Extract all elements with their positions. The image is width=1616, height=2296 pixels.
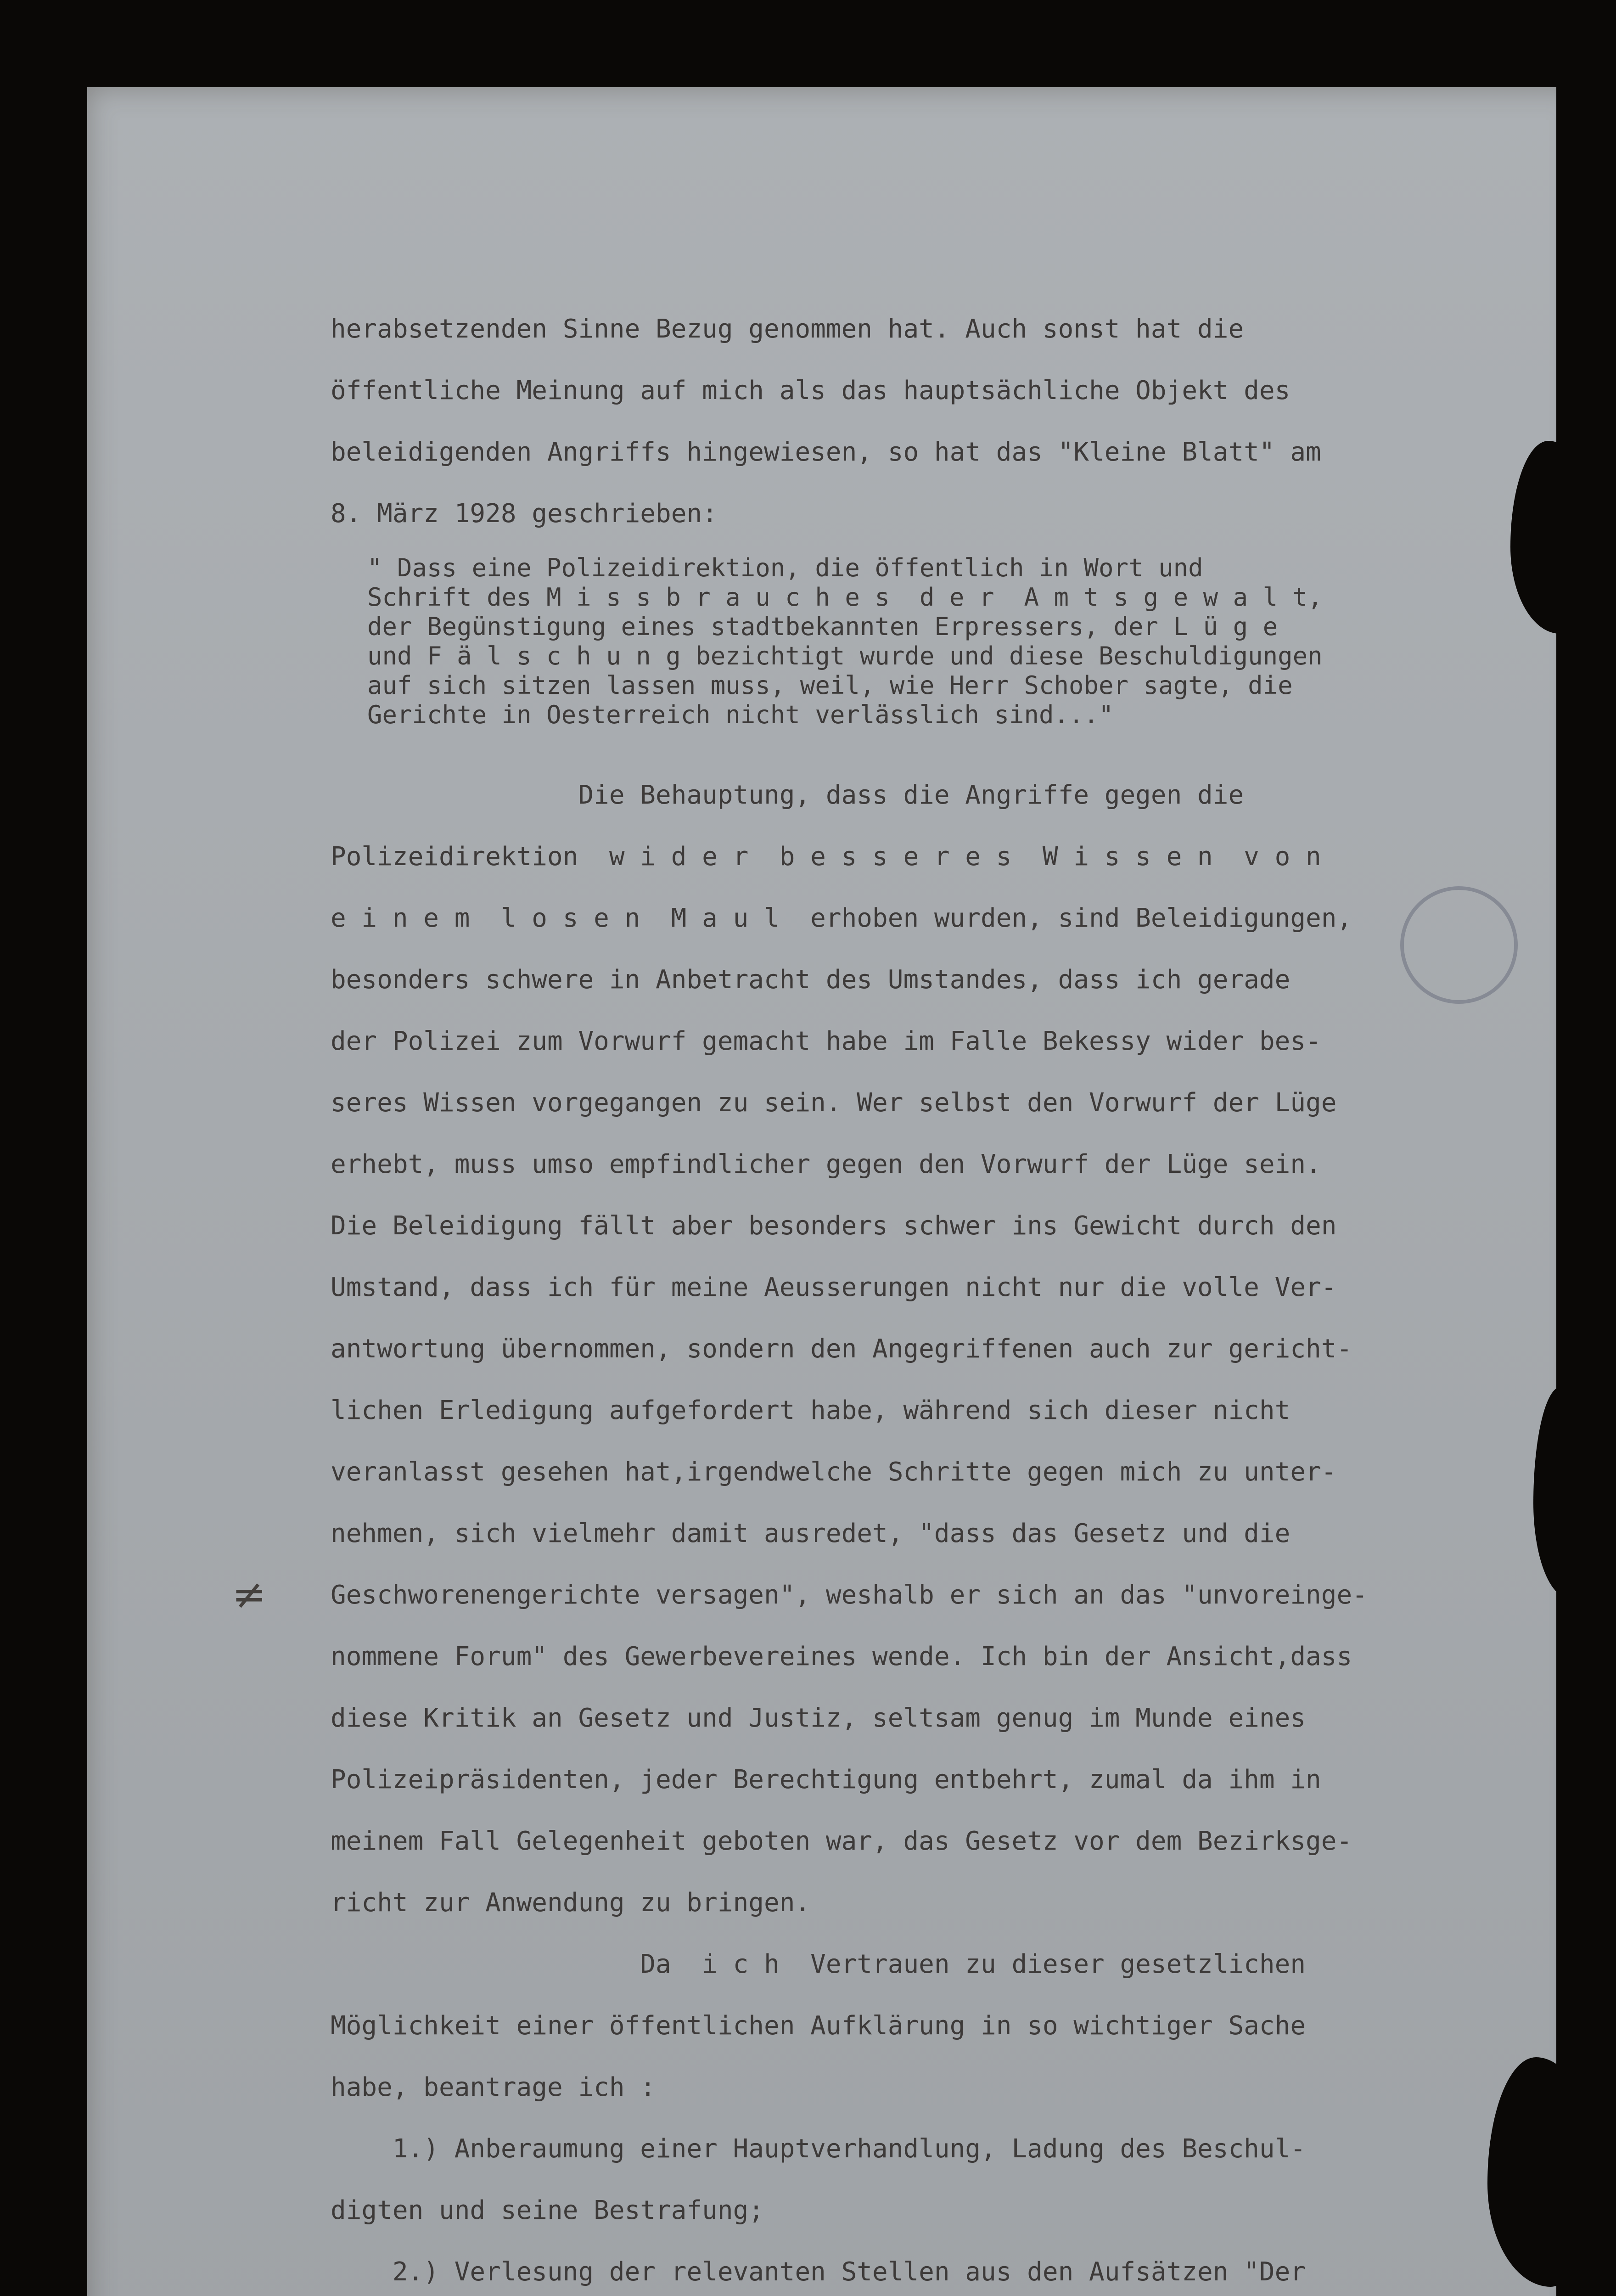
text-line: Möglichkeit einer öffentlichen Aufklärung in so wichtiger Sache [331, 2011, 1306, 2041]
text-line: diese Kritik an Gesetz und Justiz, seltsam genug im Munde eines [331, 1703, 1306, 1733]
text-line: richt zur Anwendung zu bringen. [331, 1888, 811, 1918]
text-line: Polizeidirektion w i d e r b e s s e r e s W i s s e n v o n [331, 842, 1321, 872]
text-line: " Dass eine Polizeidirektion, die öffentlich in Wort und [367, 553, 1203, 582]
text-line: Schrift des M i s s b r a u c h e s d e r A m t s g e w a l t, [367, 583, 1323, 612]
text-line: beleidigenden Angriffs hingewiesen, so hat das "Kleine Blatt" am [331, 437, 1321, 467]
text-line: der Begünstigung eines stadtbekannten Erpressers, der L ü g e [367, 612, 1278, 641]
text-line: Gerichte in Oesterreich nicht verlässlich sind..." [367, 700, 1114, 729]
text-line: nommene Forum" des Gewerbevereines wende. Ich bin der Ansicht,dass [331, 1642, 1352, 1671]
text-line: auf sich sitzen lassen muss, weil, wie Herr Schober sagte, die [367, 671, 1293, 700]
text-line: 1.) Anberaumung einer Hauptverhandlung, Ladung des Beschul- [331, 2134, 1306, 2164]
text-line: der Polizei zum Vorwurf gemacht habe im Falle Bekessy wider bes- [331, 1026, 1321, 1056]
text-line: seres Wissen vorgegangen zu sein. Wer selbst den Vorwurf der Lüge [331, 1088, 1337, 1118]
paragraph-top [331, 298, 1524, 545]
text-line: Die Behauptung, dass die Angriffe gegen die [331, 780, 1244, 810]
text-line: erhebt, muss umso empfindlicher gegen den Vorwurf der Lüge sein. [331, 1149, 1321, 1179]
text-line: lichen Erledigung aufgefordert habe, während sich dieser nicht [331, 1396, 1291, 1425]
margin-mark: ≠ [232, 1570, 267, 1619]
text-line: digten und seine Bestrafung; [331, 2195, 764, 2225]
text-line: Umstand, dass ich für meine Aeusserungen nicht nur die volle Ver- [331, 1272, 1337, 1302]
text-line: nehmen, sich vielmehr damit ausredet, "dass das Gesetz und die [331, 1519, 1291, 1548]
text-line: Geschworenengerichte versagen", weshalb er sich an das "unvoreinge- [331, 1580, 1368, 1610]
text-line: e i n e m l o s e n M a u l erhoben wurden, sind Beleidigungen, [331, 903, 1352, 933]
text-line: veranlasst gesehen hat,irgendwelche Schritte gegen mich zu unter- [331, 1457, 1337, 1487]
text-line: 8. März 1928 geschrieben: [331, 499, 718, 529]
text-line: Da i c h Vertrauen zu dieser gesetzlichen [331, 1949, 1306, 1979]
text-line: herabsetzenden Sinne Bezug genommen hat. Auch sonst hat die [331, 314, 1244, 344]
text-line: Die Beleidigung fällt aber besonders schwer ins Gewicht durch den [331, 1211, 1337, 1241]
quote-block [367, 553, 1492, 730]
text-line: und F ä l s c h u n g bezichtigt wurde und diese Beschuldigungen [367, 642, 1323, 670]
text-line: besonders schwere in Anbetracht des Umstandes, dass ich gerade [331, 965, 1291, 995]
text-line: 2.) Verlesung der relevanten Stellen aus den Aufsätzen "Der [331, 2257, 1306, 2287]
text-line: habe, beantrage ich : [331, 2072, 656, 2102]
text-line: antwortung übernommen, sondern den Angegriffenen auch zur gericht- [331, 1334, 1352, 1364]
text-line: öffentliche Meinung auf mich als das hauptsächliche Objekt des [331, 376, 1291, 405]
text-line: Polizeipräsidenten, jeder Berechtigung entbehrt, zumal da ihm in [331, 1765, 1321, 1795]
torn-edge [1556, 87, 1593, 2296]
text-line: meinem Fall Gelegenheit geboten war, das Gesetz vor dem Bezirksge- [331, 1826, 1352, 1856]
paragraph-main [331, 765, 1524, 2296]
